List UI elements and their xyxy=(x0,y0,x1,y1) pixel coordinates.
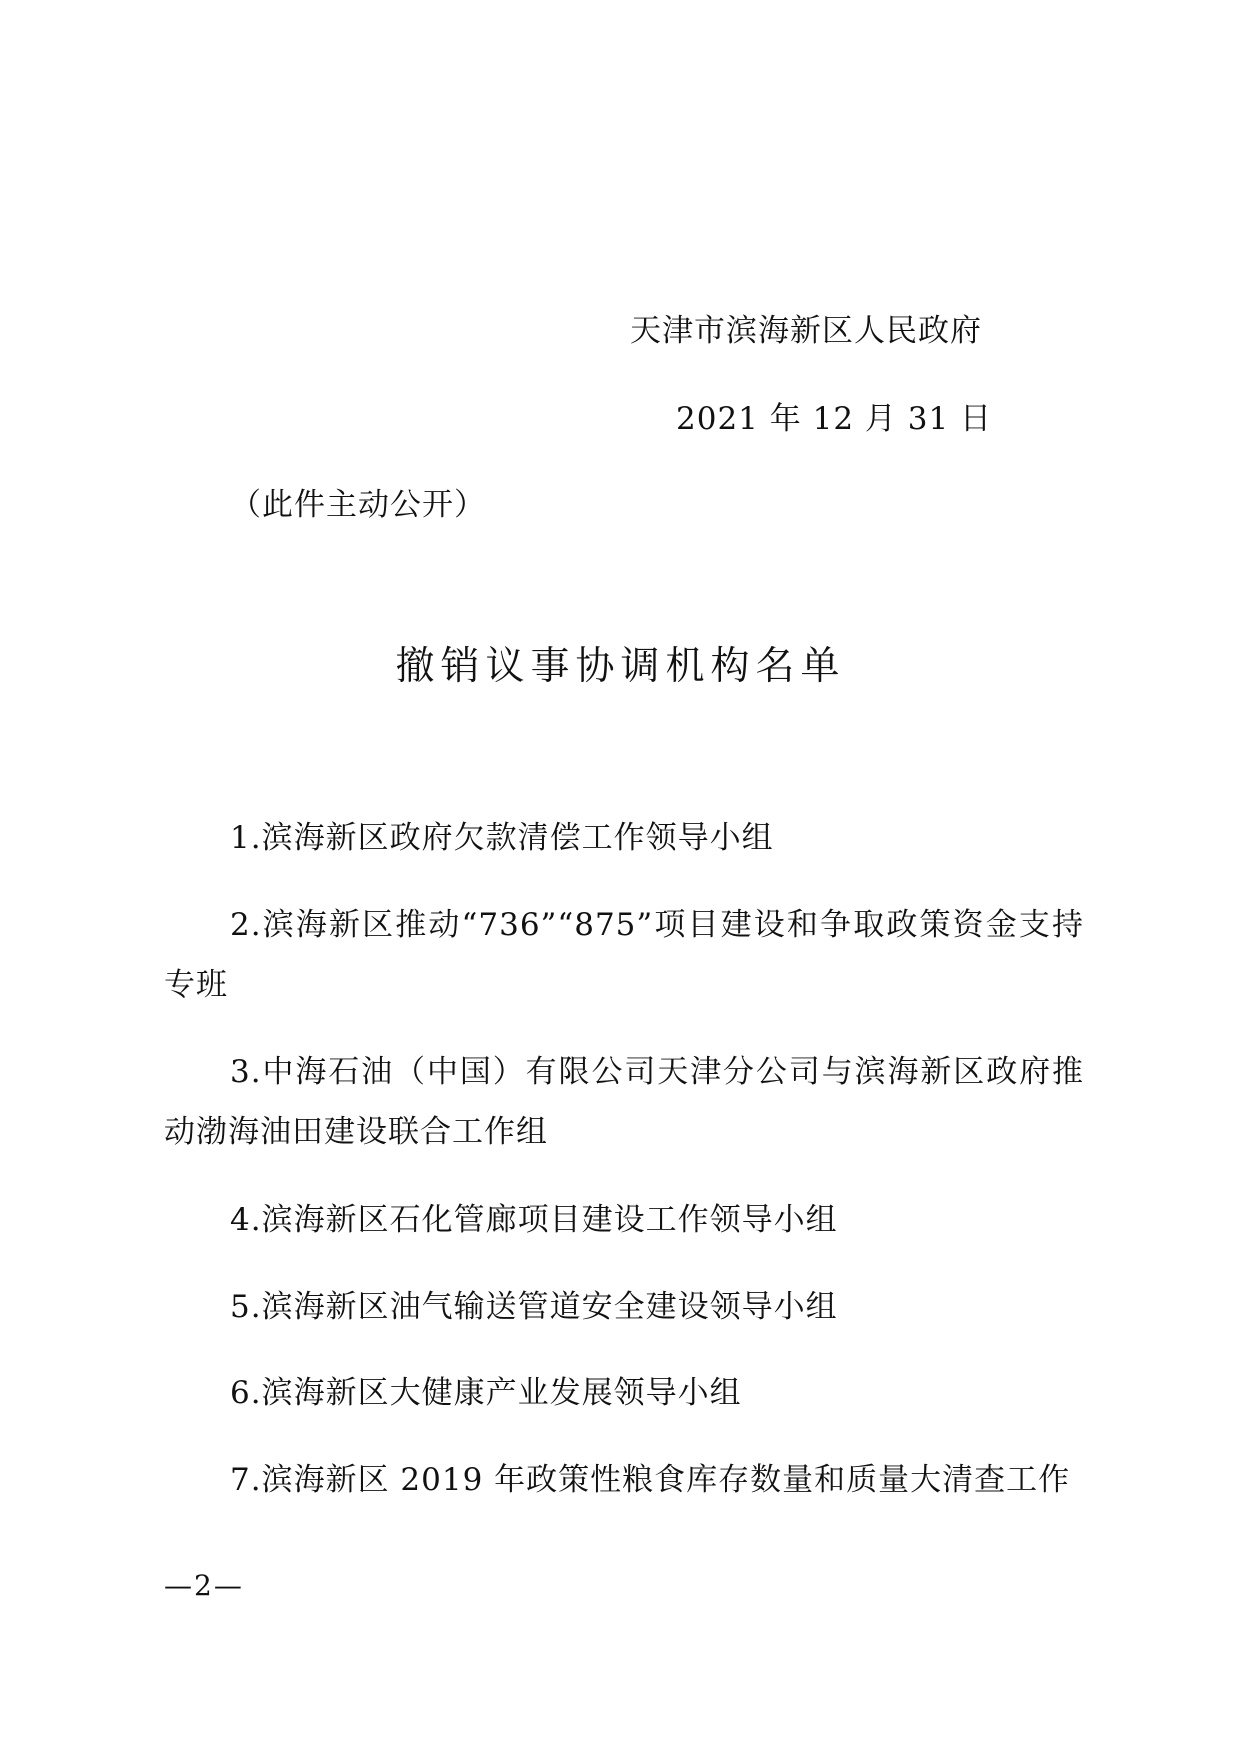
list-item-text: 滨海新区油气输送管道安全建设领导小组 xyxy=(261,1289,838,1325)
list-item-number: 2. xyxy=(230,907,262,943)
list-item xyxy=(164,1190,1084,1250)
list-item xyxy=(164,1363,1084,1423)
list-item-text: 中海石油（中国）有限公司天津分公司与滨海新区政府推动渤海油田建设联合工作组 xyxy=(164,1054,1084,1150)
list-item xyxy=(164,1450,1084,1510)
list-item xyxy=(164,1042,1084,1162)
list-item-text: 滨海新区推动“736”“875”项目建设和争取政策资金支持专班 xyxy=(164,907,1084,1003)
list-item-text: 滨海新区 2019 年政策性粮食库存数量和质量大清查工作 xyxy=(261,1462,1071,1498)
list-item-number: 4. xyxy=(230,1202,262,1238)
list-item xyxy=(164,808,1084,868)
list-item-text: 滨海新区政府欠款清偿工作领导小组 xyxy=(261,820,774,856)
list-item xyxy=(164,895,1084,1015)
list-item-number: 7. xyxy=(230,1462,262,1498)
list-item-number: 5. xyxy=(230,1289,262,1325)
issue-date: 2021 年 12 月 31 日 xyxy=(676,401,993,437)
disclosure-note: （此件主动公开） xyxy=(230,487,486,523)
page-number: —2— xyxy=(164,1569,244,1602)
list-item-number: 1. xyxy=(230,820,262,856)
issuing-authority: 天津市滨海新区人民政府 xyxy=(630,313,982,349)
list-item-text: 滨海新区大健康产业发展领导小组 xyxy=(261,1375,742,1411)
list-title: 撤销议事协调机构名单 xyxy=(395,644,846,689)
list-item xyxy=(164,1277,1084,1337)
list-item-number: 6. xyxy=(230,1375,262,1411)
list-item-text: 滨海新区石化管廊项目建设工作领导小组 xyxy=(261,1202,838,1238)
list-item-number: 3. xyxy=(230,1054,262,1090)
